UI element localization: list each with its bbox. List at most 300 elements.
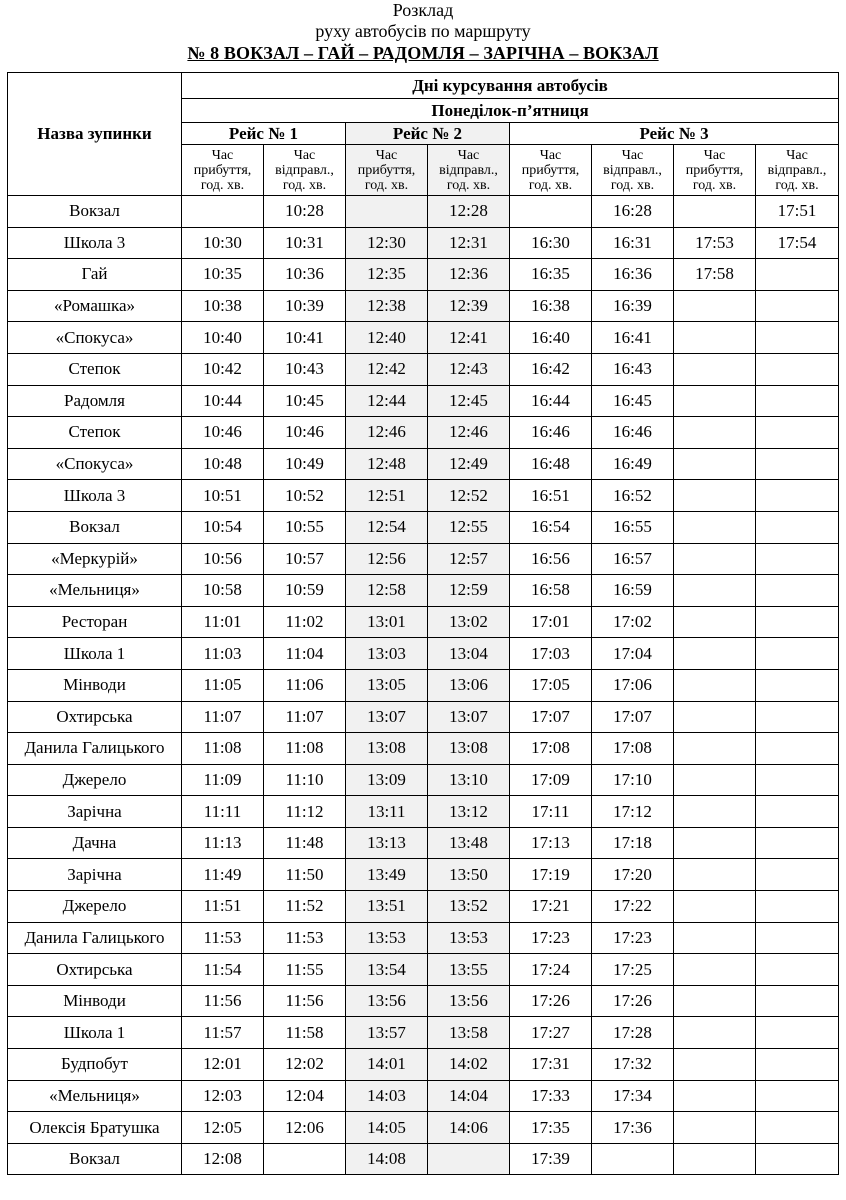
arrival-time: 17:33	[510, 1080, 592, 1112]
arrival-time: 12:48	[346, 448, 428, 480]
arrival-time: 13:13	[346, 827, 428, 859]
arrival-time: 10:30	[182, 227, 264, 259]
arrival-time: 13:07	[346, 701, 428, 733]
departure-time	[756, 1112, 839, 1144]
departure-time: 16:39	[592, 290, 674, 322]
departure-time: 16:43	[592, 353, 674, 385]
table-row	[8, 859, 839, 891]
stop-name: Вокзал	[8, 196, 182, 228]
departure-time	[756, 1080, 839, 1112]
arrival-time: 12:56	[346, 543, 428, 575]
arrival-time: 11:11	[182, 796, 264, 828]
stop-name: Школа 1	[8, 638, 182, 670]
departure-time: 17:02	[592, 606, 674, 638]
table-row	[8, 985, 839, 1017]
table-row	[8, 227, 839, 259]
departure-time	[756, 575, 839, 607]
arrival-time: 13:57	[346, 1017, 428, 1049]
table-row	[8, 322, 839, 354]
arrival-time: 11:57	[182, 1017, 264, 1049]
departure-time: 17:34	[592, 1080, 674, 1112]
departure-time: 10:46	[264, 417, 346, 449]
table-row	[8, 290, 839, 322]
arrival-time	[674, 1080, 756, 1112]
departure-time: 12:55	[428, 511, 510, 543]
arrival-time	[674, 985, 756, 1017]
departure-time: 11:50	[264, 859, 346, 891]
departure-time	[264, 1143, 346, 1175]
arrival-time	[674, 764, 756, 796]
trip-header: Рейс № 2	[346, 123, 510, 145]
arrival-time: 17:09	[510, 764, 592, 796]
arrival-time: 10:48	[182, 448, 264, 480]
departure-time: 16:31	[592, 227, 674, 259]
departure-time: 11:56	[264, 985, 346, 1017]
table-row	[8, 1049, 839, 1081]
departure-time: 11:52	[264, 891, 346, 923]
stop-name: Школа 3	[8, 480, 182, 512]
stop-name: Радомля	[8, 385, 182, 417]
stop-name: «Спокуса»	[8, 322, 182, 354]
weekdays-header: Понеділок-п’ятниця	[182, 99, 839, 123]
arrival-time	[346, 196, 428, 228]
departure-time: 12:41	[428, 322, 510, 354]
departure-time: 16:59	[592, 575, 674, 607]
departure-time: 11:48	[264, 827, 346, 859]
arrival-time: 12:38	[346, 290, 428, 322]
departure-time	[756, 448, 839, 480]
table-row	[8, 259, 839, 291]
departure-time: 17:54	[756, 227, 839, 259]
table-row	[8, 891, 839, 923]
arrival-time: 14:01	[346, 1049, 428, 1081]
departure-time	[756, 385, 839, 417]
departure-time	[756, 511, 839, 543]
arrival-time: 17:27	[510, 1017, 592, 1049]
arrival-time: 17:39	[510, 1143, 592, 1175]
stop-name: Джерело	[8, 891, 182, 923]
table-row	[8, 385, 839, 417]
departure-time: 17:20	[592, 859, 674, 891]
arrival-time: 10:58	[182, 575, 264, 607]
arrival-time: 12:44	[346, 385, 428, 417]
table-row	[8, 638, 839, 670]
stop-name: Школа 1	[8, 1017, 182, 1049]
arrival-time: 11:49	[182, 859, 264, 891]
departure-time: 11:08	[264, 733, 346, 765]
stop-column-header: Назва зупинки	[8, 73, 182, 196]
departure-time: 13:50	[428, 859, 510, 891]
table-row	[8, 575, 839, 607]
departure-time: 10:36	[264, 259, 346, 291]
stop-name: Степок	[8, 353, 182, 385]
departure-time: 11:58	[264, 1017, 346, 1049]
departure-time: 17:08	[592, 733, 674, 765]
departure-time: 12:57	[428, 543, 510, 575]
arrival-time: 11:13	[182, 827, 264, 859]
departure-time: 16:57	[592, 543, 674, 575]
arrival-time	[674, 290, 756, 322]
departure-time: 12:59	[428, 575, 510, 607]
departure-time: 11:10	[264, 764, 346, 796]
arrival-time: 17:11	[510, 796, 592, 828]
arrival-time: 12:51	[346, 480, 428, 512]
departure-time: 11:53	[264, 922, 346, 954]
departure-time	[756, 1049, 839, 1081]
departure-time: 11:07	[264, 701, 346, 733]
arrival-time	[674, 606, 756, 638]
arrival-time: 10:40	[182, 322, 264, 354]
stop-name: Вокзал	[8, 1143, 182, 1175]
arrival-time	[674, 1143, 756, 1175]
departure-time: 17:28	[592, 1017, 674, 1049]
stop-name: Зарічна	[8, 859, 182, 891]
arrival-time	[674, 859, 756, 891]
arrival-time	[674, 480, 756, 512]
departure-column-header: Час відправл., год. хв.	[428, 145, 510, 196]
departure-time	[756, 290, 839, 322]
departure-time	[592, 1143, 674, 1175]
arrival-time: 17:13	[510, 827, 592, 859]
arrival-time: 16:44	[510, 385, 592, 417]
stop-name: Зарічна	[8, 796, 182, 828]
departure-time: 17:22	[592, 891, 674, 923]
departure-time: 13:04	[428, 638, 510, 670]
departure-time: 16:49	[592, 448, 674, 480]
departure-time	[756, 322, 839, 354]
departure-time: 12:43	[428, 353, 510, 385]
arrival-time	[674, 575, 756, 607]
arrival-time: 12:05	[182, 1112, 264, 1144]
departure-time	[756, 259, 839, 291]
table-row	[8, 1080, 839, 1112]
arrival-time	[674, 891, 756, 923]
arrival-time: 11:54	[182, 954, 264, 986]
departure-time: 17:12	[592, 796, 674, 828]
arrival-time: 17:03	[510, 638, 592, 670]
departure-time: 12:49	[428, 448, 510, 480]
departure-time: 10:28	[264, 196, 346, 228]
departure-time	[756, 606, 839, 638]
table-row	[8, 1112, 839, 1144]
trip-header: Рейс № 3	[510, 123, 839, 145]
table-row	[8, 922, 839, 954]
departure-time	[756, 669, 839, 701]
arrival-time: 10:35	[182, 259, 264, 291]
title-line-2: руху автобусів по маршруту	[315, 21, 531, 41]
departure-time: 10:45	[264, 385, 346, 417]
arrival-time: 12:03	[182, 1080, 264, 1112]
departure-time: 17:25	[592, 954, 674, 986]
arrival-column-header: Час прибуття, год. хв.	[182, 145, 264, 196]
arrival-time: 14:08	[346, 1143, 428, 1175]
departure-time	[756, 954, 839, 986]
arrival-time	[674, 827, 756, 859]
arrival-column-header: Час прибуття, год. хв.	[346, 145, 428, 196]
stop-name: «Мельниця»	[8, 575, 182, 607]
arrival-time: 14:05	[346, 1112, 428, 1144]
departure-time: 10:52	[264, 480, 346, 512]
arrival-time: 17:58	[674, 259, 756, 291]
arrival-time: 17:26	[510, 985, 592, 1017]
departure-column-header: Час відправл., год. хв.	[264, 145, 346, 196]
table-row	[8, 511, 839, 543]
departure-time: 12:39	[428, 290, 510, 322]
table-row	[8, 701, 839, 733]
departure-time: 11:04	[264, 638, 346, 670]
arrival-time: 10:42	[182, 353, 264, 385]
arrival-time: 17:07	[510, 701, 592, 733]
arrival-time: 11:03	[182, 638, 264, 670]
arrival-time: 16:46	[510, 417, 592, 449]
arrival-time	[674, 669, 756, 701]
departure-time: 10:59	[264, 575, 346, 607]
arrival-time: 13:05	[346, 669, 428, 701]
departure-time: 12:45	[428, 385, 510, 417]
departure-time: 12:28	[428, 196, 510, 228]
arrival-time: 10:38	[182, 290, 264, 322]
arrival-time	[674, 543, 756, 575]
departure-time: 14:04	[428, 1080, 510, 1112]
arrival-time: 10:46	[182, 417, 264, 449]
departure-time: 10:31	[264, 227, 346, 259]
arrival-time: 12:54	[346, 511, 428, 543]
departure-time	[756, 796, 839, 828]
departure-time	[756, 480, 839, 512]
arrival-time: 17:01	[510, 606, 592, 638]
title-line-1: Розклад	[392, 0, 454, 20]
arrival-time	[674, 385, 756, 417]
departure-time	[756, 701, 839, 733]
arrival-time: 11:53	[182, 922, 264, 954]
stop-name: Джерело	[8, 764, 182, 796]
stop-name: Ресторан	[8, 606, 182, 638]
arrival-time: 16:35	[510, 259, 592, 291]
arrival-time: 17:24	[510, 954, 592, 986]
arrival-time	[674, 511, 756, 543]
arrival-time: 10:44	[182, 385, 264, 417]
departure-time: 13:58	[428, 1017, 510, 1049]
departure-time: 14:02	[428, 1049, 510, 1081]
table-row	[8, 954, 839, 986]
days-header: Дні курсування автобусів	[182, 73, 839, 99]
departure-time: 13:55	[428, 954, 510, 986]
departure-time: 10:49	[264, 448, 346, 480]
table-row	[8, 764, 839, 796]
stop-name: Мінводи	[8, 669, 182, 701]
arrival-time: 13:03	[346, 638, 428, 670]
departure-time: 10:39	[264, 290, 346, 322]
arrival-time: 12:40	[346, 322, 428, 354]
arrival-time	[674, 701, 756, 733]
departure-time	[428, 1143, 510, 1175]
arrival-time: 11:07	[182, 701, 264, 733]
arrival-time: 17:35	[510, 1112, 592, 1144]
arrival-time: 11:08	[182, 733, 264, 765]
table-row	[8, 480, 839, 512]
arrival-time: 16:54	[510, 511, 592, 543]
departure-time: 16:45	[592, 385, 674, 417]
departure-time: 13:56	[428, 985, 510, 1017]
arrival-time	[674, 796, 756, 828]
arrival-time: 17:05	[510, 669, 592, 701]
departure-time: 12:36	[428, 259, 510, 291]
table-row	[8, 196, 839, 228]
departure-time: 12:46	[428, 417, 510, 449]
departure-time: 11:55	[264, 954, 346, 986]
departure-time: 17:10	[592, 764, 674, 796]
departure-time: 16:41	[592, 322, 674, 354]
arrival-time	[674, 322, 756, 354]
arrival-time: 16:51	[510, 480, 592, 512]
table-row	[8, 353, 839, 385]
route-title: № 8 ВОКЗАЛ – ГАЙ – РАДОМЛЯ – ЗАРІЧНА – ВОКЗАЛ	[187, 43, 659, 63]
arrival-time	[510, 196, 592, 228]
arrival-time: 12:42	[346, 353, 428, 385]
arrival-time: 13:49	[346, 859, 428, 891]
arrival-time	[674, 954, 756, 986]
departure-time: 16:52	[592, 480, 674, 512]
departure-time: 11:02	[264, 606, 346, 638]
arrival-time	[674, 1112, 756, 1144]
arrival-time: 11:56	[182, 985, 264, 1017]
arrival-time	[674, 1017, 756, 1049]
arrival-time: 12:46	[346, 417, 428, 449]
arrival-column-header: Час прибуття, год. хв.	[510, 145, 592, 196]
arrival-time: 16:38	[510, 290, 592, 322]
table-row	[8, 1143, 839, 1175]
stop-name: «Меркурій»	[8, 543, 182, 575]
departure-time: 17:06	[592, 669, 674, 701]
departure-time	[756, 638, 839, 670]
stop-name: Школа 3	[8, 227, 182, 259]
arrival-time: 13:53	[346, 922, 428, 954]
arrival-time: 13:01	[346, 606, 428, 638]
departure-time: 13:08	[428, 733, 510, 765]
arrival-time: 12:58	[346, 575, 428, 607]
arrival-time: 14:03	[346, 1080, 428, 1112]
arrival-time: 13:54	[346, 954, 428, 986]
arrival-time: 11:05	[182, 669, 264, 701]
title-block	[0, 0, 846, 64]
arrival-time	[674, 638, 756, 670]
departure-time	[756, 859, 839, 891]
stop-name: «Ромашка»	[8, 290, 182, 322]
arrival-time: 13:08	[346, 733, 428, 765]
arrival-time	[674, 1049, 756, 1081]
departure-time	[756, 543, 839, 575]
departure-time: 16:55	[592, 511, 674, 543]
arrival-time: 16:56	[510, 543, 592, 575]
stop-name: «Мельниця»	[8, 1080, 182, 1112]
departure-time: 12:52	[428, 480, 510, 512]
departure-time: 11:06	[264, 669, 346, 701]
arrival-time: 16:30	[510, 227, 592, 259]
schedule-table	[7, 72, 839, 1175]
departure-time: 13:02	[428, 606, 510, 638]
departure-time	[756, 922, 839, 954]
departure-time: 10:41	[264, 322, 346, 354]
arrival-time: 11:01	[182, 606, 264, 638]
stop-name: «Спокуса»	[8, 448, 182, 480]
arrival-time: 10:51	[182, 480, 264, 512]
departure-time: 16:28	[592, 196, 674, 228]
arrival-time: 16:48	[510, 448, 592, 480]
departure-time: 17:51	[756, 196, 839, 228]
arrival-time: 12:35	[346, 259, 428, 291]
trip-header: Рейс № 1	[182, 123, 346, 145]
departure-time	[756, 1017, 839, 1049]
arrival-time: 16:58	[510, 575, 592, 607]
departure-time: 12:02	[264, 1049, 346, 1081]
departure-time: 17:32	[592, 1049, 674, 1081]
arrival-time	[674, 196, 756, 228]
stop-name: Гай	[8, 259, 182, 291]
arrival-time	[674, 353, 756, 385]
table-row	[8, 543, 839, 575]
arrival-time	[182, 196, 264, 228]
arrival-time: 16:42	[510, 353, 592, 385]
departure-time: 17:07	[592, 701, 674, 733]
departure-time	[756, 417, 839, 449]
arrival-time	[674, 417, 756, 449]
arrival-time: 17:31	[510, 1049, 592, 1081]
departure-time: 17:04	[592, 638, 674, 670]
arrival-time: 17:08	[510, 733, 592, 765]
arrival-time: 12:01	[182, 1049, 264, 1081]
arrival-time: 16:40	[510, 322, 592, 354]
departure-time: 13:12	[428, 796, 510, 828]
stop-name: Данила Галицького	[8, 922, 182, 954]
arrival-time: 11:51	[182, 891, 264, 923]
departure-time	[756, 733, 839, 765]
table-row	[8, 796, 839, 828]
departure-time	[756, 353, 839, 385]
arrival-time: 17:53	[674, 227, 756, 259]
departure-time: 13:53	[428, 922, 510, 954]
arrival-time: 10:56	[182, 543, 264, 575]
arrival-time: 13:09	[346, 764, 428, 796]
departure-time: 13:07	[428, 701, 510, 733]
arrival-time: 13:51	[346, 891, 428, 923]
departure-time: 12:31	[428, 227, 510, 259]
arrival-time: 17:23	[510, 922, 592, 954]
arrival-time: 12:08	[182, 1143, 264, 1175]
departure-time: 17:18	[592, 827, 674, 859]
departure-time: 13:10	[428, 764, 510, 796]
stop-name: Будпобут	[8, 1049, 182, 1081]
stop-name: Дачна	[8, 827, 182, 859]
arrival-time	[674, 733, 756, 765]
arrival-column-header: Час прибуття, год. хв.	[674, 145, 756, 196]
stop-name: Мінводи	[8, 985, 182, 1017]
table-row	[8, 606, 839, 638]
arrival-time: 11:09	[182, 764, 264, 796]
arrival-time: 10:54	[182, 511, 264, 543]
table-row	[8, 448, 839, 480]
departure-time: 16:36	[592, 259, 674, 291]
stop-name: Охтирська	[8, 701, 182, 733]
departure-time: 11:12	[264, 796, 346, 828]
arrival-time: 17:19	[510, 859, 592, 891]
arrival-time: 17:21	[510, 891, 592, 923]
stop-name: Олексія Братушка	[8, 1112, 182, 1144]
table-row	[8, 827, 839, 859]
departure-time: 10:55	[264, 511, 346, 543]
departure-time: 10:57	[264, 543, 346, 575]
departure-column-header: Час відправл., год. хв.	[592, 145, 674, 196]
arrival-time: 13:56	[346, 985, 428, 1017]
